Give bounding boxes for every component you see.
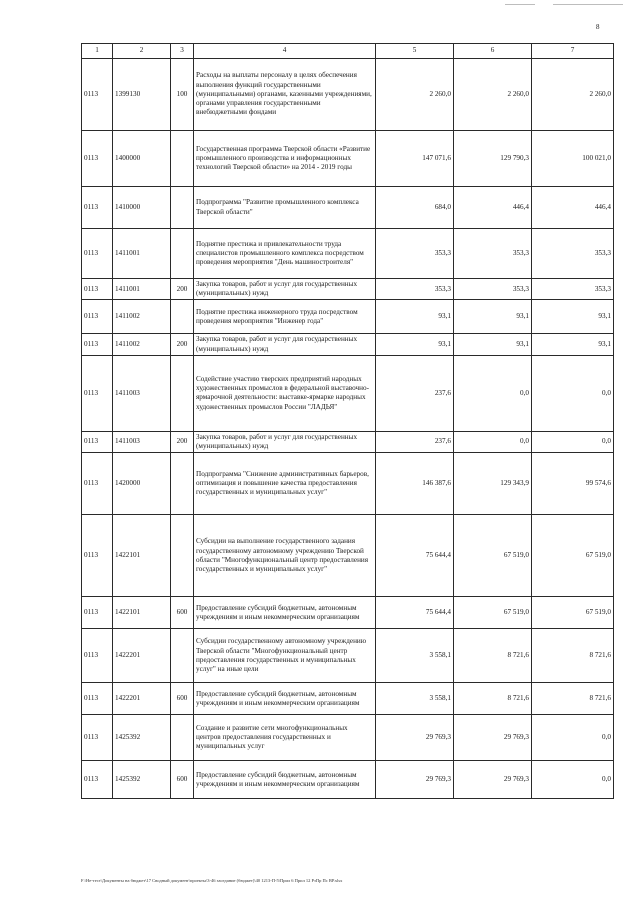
row-value-cell: 237,6 — [376, 431, 454, 452]
row-code-cell: 1411002 — [113, 300, 171, 334]
header-cell: 5 — [376, 44, 454, 59]
row-section-cell: 0113 — [82, 279, 113, 300]
row-section-cell: 0113 — [82, 131, 113, 187]
row-code-cell: 1400000 — [113, 131, 171, 187]
row-code-cell: 1422201 — [113, 683, 171, 715]
table-row — [82, 515, 614, 597]
table-row — [82, 629, 614, 683]
row-value-cell: 0,0 — [532, 355, 614, 431]
row-value-cell: 75 644,4 — [376, 515, 454, 597]
row-code-cell: 1411002 — [113, 334, 171, 355]
row-code-cell: 1422201 — [113, 629, 171, 683]
row-value-cell: 67 519,0 — [532, 515, 614, 597]
row-value-cell: 353,3 — [454, 279, 532, 300]
table-row — [82, 597, 614, 629]
row-kind-cell: 200 — [171, 279, 194, 300]
row-kind-cell — [171, 453, 194, 515]
table-row — [82, 715, 614, 761]
row-value-cell: 446,4 — [454, 187, 532, 229]
row-section-cell: 0113 — [82, 431, 113, 452]
row-kind-cell: 600 — [171, 761, 194, 799]
row-name-cell: Предоставление субсидий бюджетным, автономным учреждениям и иным некоммерческим организациям — [194, 597, 376, 629]
row-code-cell: 1422101 — [113, 597, 171, 629]
row-name-cell: Государственная программа Тверской области «Развитие промышленного производства и информационных технологий Тверской области» на 2014 - 2019 годы — [194, 131, 376, 187]
row-kind-cell — [171, 131, 194, 187]
row-kind-cell: 600 — [171, 683, 194, 715]
row-kind-cell — [171, 300, 194, 334]
row-name-cell: Подпрограмма "Снижение административных барьеров, оптимизация и повышение качества предоставления государственных и муниципальных услуг" — [194, 453, 376, 515]
table-row — [82, 131, 614, 187]
row-value-cell: 353,3 — [376, 279, 454, 300]
header-cell: 4 — [194, 44, 376, 59]
row-name-cell: Субсидии государственному автономному учреждению Тверской области "Многофункциональный центр предоставления государственных и муниципальных услуг" на иные цели — [194, 629, 376, 683]
row-value-cell: 446,4 — [532, 187, 614, 229]
table-row — [82, 683, 614, 715]
row-value-cell: 8 721,6 — [454, 683, 532, 715]
row-section-cell: 0113 — [82, 453, 113, 515]
row-name-cell: Поднятие престижа инженерного труда посредством проведения мероприятия "Инженер года" — [194, 300, 376, 334]
row-value-cell: 67 519,0 — [454, 597, 532, 629]
row-kind-cell: 100 — [171, 59, 194, 131]
top-rule-right — [553, 4, 623, 5]
table-row — [82, 187, 614, 229]
row-value-cell: 3 558,1 — [376, 683, 454, 715]
header-cell: 7 — [532, 44, 614, 59]
row-value-cell: 2 260,0 — [454, 59, 532, 131]
row-name-cell: Расходы на выплаты персоналу в целях обеспечения выполнения функций государственными (муниципальными) органами, казенными учреждениями, органами управления государственными внебюджетными фондами — [194, 59, 376, 131]
row-kind-cell — [171, 187, 194, 229]
row-name-cell: Поднятие престижа и привлекательности труда специалистов промышленного комплекса посредством проведения мероприятия "День машиностроителя" — [194, 229, 376, 279]
row-name-cell: Субсидии на выполнение государственного задания государственному автономному учреждению Тверской области "Многофункциональный центр предоставления государственных и муниципальных услуг" — [194, 515, 376, 597]
row-section-cell: 0113 — [82, 187, 113, 229]
row-name-cell: Закупка товаров, работ и услуг для государственных (муниципальных) нужд — [194, 334, 376, 355]
row-value-cell: 684,0 — [376, 187, 454, 229]
row-kind-cell: 200 — [171, 334, 194, 355]
row-section-cell: 0113 — [82, 515, 113, 597]
table-row — [82, 431, 614, 452]
row-code-cell: 1399130 — [113, 59, 171, 131]
row-code-cell: 1420000 — [113, 453, 171, 515]
row-value-cell: 93,1 — [376, 300, 454, 334]
row-value-cell: 8 721,6 — [454, 629, 532, 683]
row-value-cell: 0,0 — [454, 431, 532, 452]
row-kind-cell — [171, 229, 194, 279]
row-name-cell: Закупка товаров, работ и услуг для государственных (муниципальных) нужд — [194, 431, 376, 452]
row-value-cell: 99 574,6 — [532, 453, 614, 515]
header-cell: 3 — [171, 44, 194, 59]
table-row — [82, 453, 614, 515]
row-value-cell: 0,0 — [532, 761, 614, 799]
row-value-cell: 2 260,0 — [376, 59, 454, 131]
row-value-cell: 0,0 — [532, 431, 614, 452]
row-value-cell: 147 071,6 — [376, 131, 454, 187]
row-kind-cell: 600 — [171, 597, 194, 629]
table-row — [82, 761, 614, 799]
row-value-cell: 100 021,0 — [532, 131, 614, 187]
row-value-cell: 67 519,0 — [454, 515, 532, 597]
row-code-cell: 1425392 — [113, 761, 171, 799]
table-header-row — [82, 44, 614, 59]
row-code-cell: 1411003 — [113, 431, 171, 452]
row-section-cell: 0113 — [82, 59, 113, 131]
row-name-cell: Закупка товаров, работ и услуг для государственных (муниципальных) нужд — [194, 279, 376, 300]
header-cell: 1 — [82, 44, 113, 59]
row-section-cell: 0113 — [82, 715, 113, 761]
row-value-cell: 93,1 — [532, 334, 614, 355]
row-value-cell: 2 260,0 — [532, 59, 614, 131]
row-value-cell: 29 769,3 — [376, 761, 454, 799]
table-row — [82, 355, 614, 431]
page-number: 8 — [596, 23, 600, 31]
row-name-cell: Создание и развитие сети многофункциональных центров предоставления государственных и муниципальных услуг — [194, 715, 376, 761]
row-value-cell: 93,1 — [532, 300, 614, 334]
row-section-cell: 0113 — [82, 597, 113, 629]
row-section-cell: 0113 — [82, 761, 113, 799]
header-cell: 2 — [113, 44, 171, 59]
row-section-cell: 0113 — [82, 355, 113, 431]
row-name-cell: Предоставление субсидий бюджетным, автономным учреждениям и иным некоммерческим организациям — [194, 683, 376, 715]
row-name-cell: Предоставление субсидий бюджетным, автономным учреждениям и иным некоммерческим организациям — [194, 761, 376, 799]
row-value-cell: 93,1 — [376, 334, 454, 355]
row-value-cell: 353,3 — [532, 229, 614, 279]
top-rule-left — [505, 4, 535, 5]
row-kind-cell — [171, 515, 194, 597]
row-value-cell: 75 644,4 — [376, 597, 454, 629]
row-section-cell: 0113 — [82, 629, 113, 683]
row-value-cell: 353,3 — [532, 279, 614, 300]
row-kind-cell: 200 — [171, 431, 194, 452]
table-row — [82, 59, 614, 131]
row-section-cell: 0113 — [82, 683, 113, 715]
header-cell: 6 — [454, 44, 532, 59]
row-value-cell: 29 769,3 — [454, 715, 532, 761]
row-value-cell: 146 387,6 — [376, 453, 454, 515]
row-section-cell: 0113 — [82, 229, 113, 279]
row-value-cell: 0,0 — [532, 715, 614, 761]
row-value-cell: 3 558,1 — [376, 629, 454, 683]
row-kind-cell — [171, 355, 194, 431]
table-row — [82, 279, 614, 300]
row-value-cell: 8 721,6 — [532, 629, 614, 683]
row-section-cell: 0113 — [82, 334, 113, 355]
row-value-cell: 353,3 — [376, 229, 454, 279]
row-value-cell: 237,6 — [376, 355, 454, 431]
row-code-cell: 1410000 — [113, 187, 171, 229]
row-name-cell: Подпрограмма "Развитие промышленного комплекса Тверской области" — [194, 187, 376, 229]
row-value-cell: 29 769,3 — [376, 715, 454, 761]
row-value-cell: 353,3 — [454, 229, 532, 279]
row-kind-cell — [171, 715, 194, 761]
table-row — [82, 229, 614, 279]
row-code-cell: 1411001 — [113, 229, 171, 279]
budget-table — [81, 43, 614, 799]
row-value-cell: 0,0 — [454, 355, 532, 431]
row-code-cell: 1422101 — [113, 515, 171, 597]
row-code-cell: 1411001 — [113, 279, 171, 300]
row-value-cell: 8 721,6 — [532, 683, 614, 715]
row-value-cell: 129 790,3 — [454, 131, 532, 187]
row-code-cell: 1425392 — [113, 715, 171, 761]
file-path-footer: F:\Не-тест\Документы на бюджет\17 Сводный документ\проекты\3-46 заседание (бюджет)\40 1213-П-5\Прил 6 Прил 12 РзПр Пс ВР.xlsx — [81, 878, 343, 883]
row-section-cell: 0113 — [82, 300, 113, 334]
row-kind-cell — [171, 629, 194, 683]
row-value-cell: 29 769,3 — [454, 761, 532, 799]
row-code-cell: 1411003 — [113, 355, 171, 431]
row-value-cell: 93,1 — [454, 300, 532, 334]
row-value-cell: 129 343,9 — [454, 453, 532, 515]
table-row — [82, 334, 614, 355]
row-name-cell: Содействие участию тверских предприятий народных художественных промыслов в федеральной выставочно-ярмарочной деятельности: выставке-ярмарке народных художественных промыслов России "ЛАДЬЯ" — [194, 355, 376, 431]
row-value-cell: 93,1 — [454, 334, 532, 355]
table-row — [82, 300, 614, 334]
row-value-cell: 67 519,0 — [532, 597, 614, 629]
